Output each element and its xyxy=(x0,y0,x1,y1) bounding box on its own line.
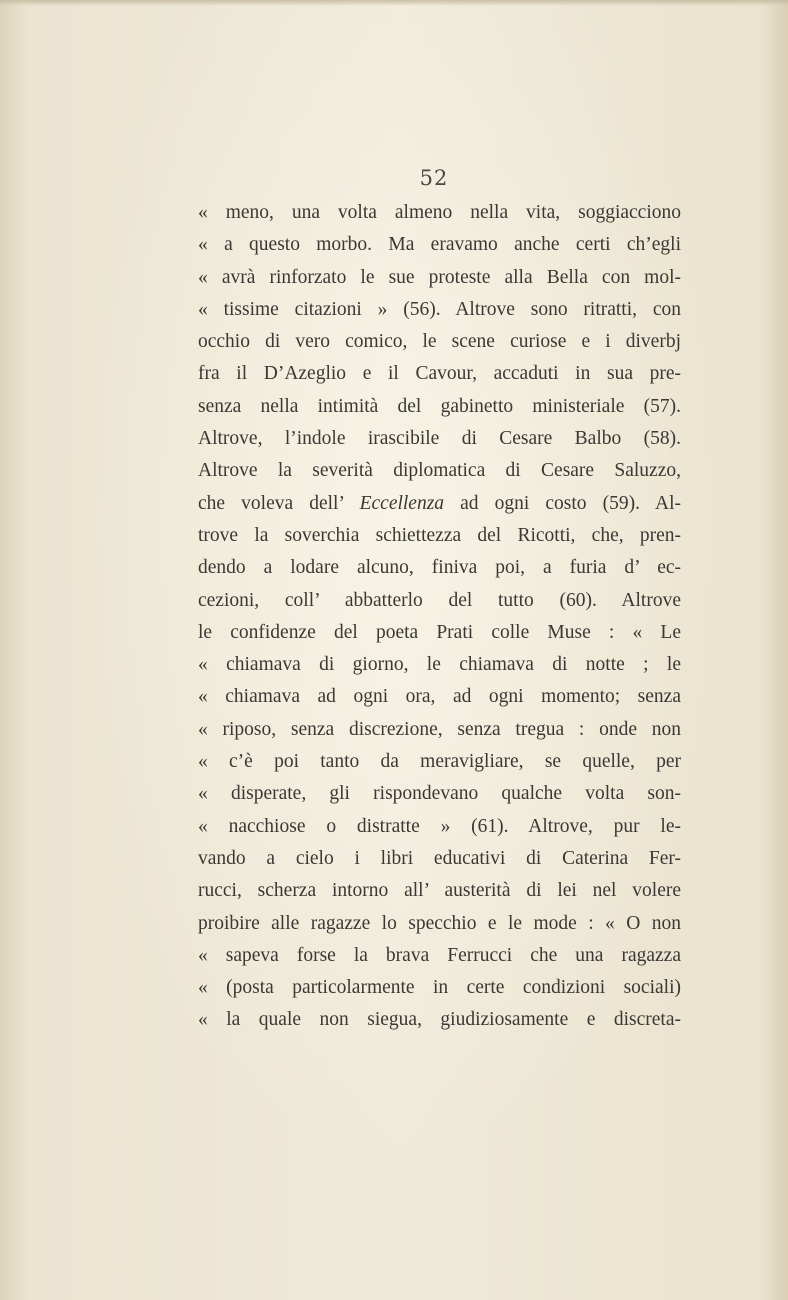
italic-word: Eccellenza xyxy=(359,492,445,514)
text-segment: che voleva dell’ xyxy=(198,492,360,514)
text-line: « (posta particolarmente in certe condizioni sociali) xyxy=(198,977,681,999)
text-line: « sapeva forse la brava Ferrucci che una ragazza xyxy=(198,944,681,966)
page-top-edge xyxy=(0,0,788,6)
text-line: « disperate, gli rispondevano qualche volta son- xyxy=(198,783,681,805)
text-line: « c’è poi tanto da meravigliare, se quelle, per xyxy=(198,751,681,773)
page-number: 52 xyxy=(419,166,449,190)
text-line: « la quale non siegua, giudiziosamente e discreta- xyxy=(198,1009,681,1031)
text-line: rucci, scherza intorno all’ austerità di lei nel volere xyxy=(198,880,681,902)
text-line: le confidenze del poeta Prati colle Muse : « Le xyxy=(198,621,681,643)
text-line: fra il D’Azeglio e il Cavour, accaduti in sua pre- xyxy=(198,363,681,385)
body-text xyxy=(198,197,681,1037)
text-line: « meno, una volta almeno nella vita, soggiacciono xyxy=(198,202,681,223)
text-line: « nacchiose o distratte » (61). Altrove, pur le- xyxy=(198,815,681,837)
text-line: occhio di vero comico, le scene curiose e i diverbj xyxy=(198,331,681,353)
text-line: dendo a lodare alcuno, finiva poi, a furia d’ ec- xyxy=(198,557,681,579)
text-line: « a questo morbo. Ma eravamo anche certi ch’egli xyxy=(198,234,681,256)
text-line: cezioni, coll’ abbatterlo del tutto (60). Altrove xyxy=(198,589,681,611)
text-line: « chiamava di giorno, le chiamava di notte ; le xyxy=(198,654,681,676)
text-line: senza nella intimità del gabinetto ministeriale (57). xyxy=(198,395,681,417)
text-line-with-italic xyxy=(198,488,681,520)
text-segment: ad ogni costo (59). Al- xyxy=(444,492,681,514)
text-line: trove la soverchia schiettezza del Ricotti, che, pren- xyxy=(198,524,681,546)
text-line: vando a cielo i libri educativi di Caterina Fer- xyxy=(198,847,681,869)
text-line: « chiamava ad ogni ora, ad ogni momento; senza xyxy=(198,686,681,708)
text-line: proibire alle ragazze lo specchio e le mode : « O non xyxy=(198,912,681,934)
text-line: « avrà rinforzato le sue proteste alla Bella con mol- xyxy=(198,266,681,288)
text-line: « tissime citazioni » (56). Altrove sono ritratti, con xyxy=(198,298,681,320)
text-line: Altrove, l’indole irascibile di Cesare Balbo (58). xyxy=(198,428,681,450)
text-line: « riposo, senza discrezione, senza tregua : onde non xyxy=(198,718,681,740)
text-line: Altrove la severità diplomatica di Cesare Saluzzo, xyxy=(198,460,681,482)
